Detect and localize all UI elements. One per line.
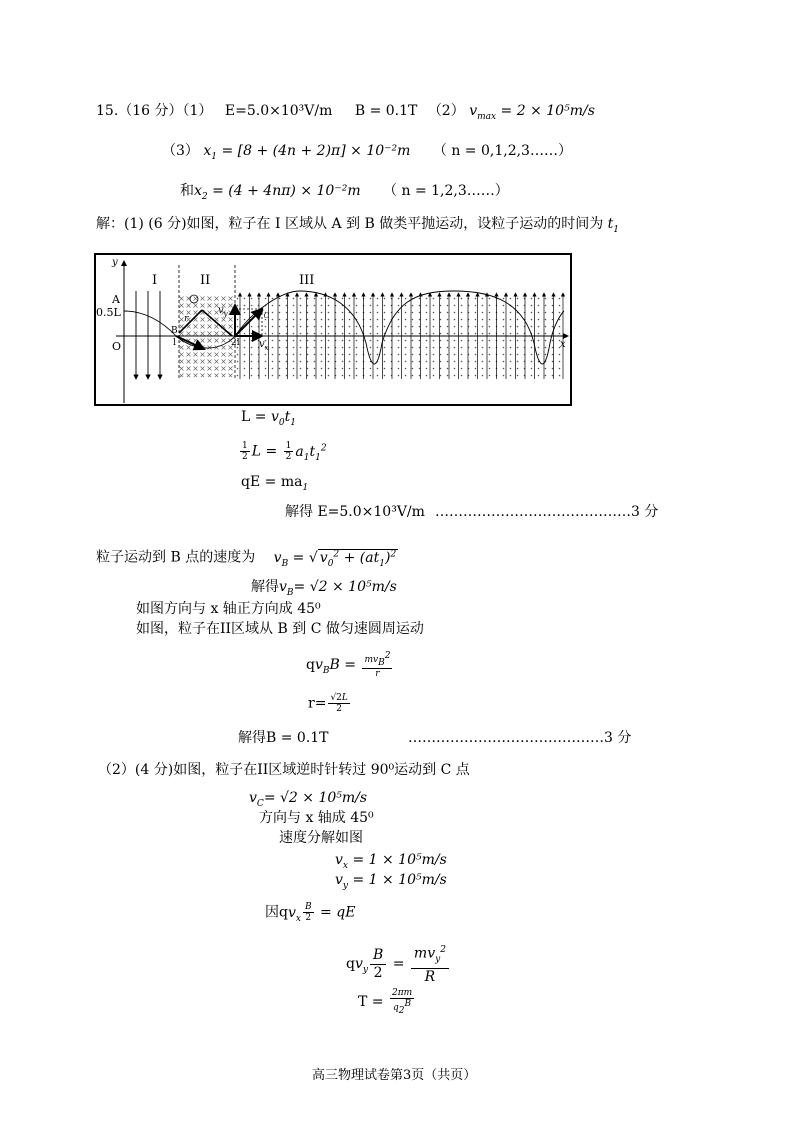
page-footer: 高三物理试卷第3页（共页）: [312, 1068, 477, 1083]
label-vy: $v_y$: [218, 305, 228, 318]
eq-l-v0t1: $L = v_0t_1$: [241, 409, 296, 428]
answer-line-x2: 和$x_2 = (4 + 4n\pi) \times 10^{-2}m$ （ n = 1,2,3……）: [180, 183, 509, 202]
label-2l: 2l: [231, 338, 240, 348]
vb-intro: 粒子运动到 B 点的速度为 $v_B$ = √ $v_0^2 + (at_1)^2$: [96, 549, 397, 569]
solution-intro: 解：(1) (6 分)如图，粒子在 I 区域从 A 到 B 做类平抛运动，设粒子运动的时间为 $t_1$: [96, 216, 620, 235]
answer-b: B = 0.1T: [354, 103, 418, 119]
dir-45: 如图方向与 x 轴正方向成 45⁰: [136, 601, 321, 617]
eq-r: r= $\frac{√2L}{2}$: [308, 693, 348, 714]
answer-x1: [8 + (4n + 2)π] × 10⁻²m: [237, 143, 411, 159]
dir-vc: 方向与 x 轴成 45⁰: [259, 810, 374, 826]
decomp: 速度分解如图: [279, 830, 363, 846]
physics-diagram: [94, 253, 572, 407]
answer-vmax: 2 × 10⁵m/s: [516, 103, 595, 119]
vy-value: $v_y = 1 \times 10^5m/s$: [335, 872, 447, 891]
answer-n-range-2: （ n = 1,2,3……）: [383, 183, 509, 199]
answer-line-1: 15.（16 分）（1） E=5.0×10³V/m B = 0.1T （2） $v_{max} = 2 \times 10^5m/s$: [96, 103, 595, 122]
label-l: l: [173, 338, 176, 348]
answer-part2-label: （2）: [427, 103, 465, 119]
answer-line-x1: （3） $x_1 = [8 + (4n + 2)\pi] \times 10^{-2}m$ （ n = 0,1,2,3……）: [162, 143, 572, 162]
label-region-i: I: [152, 273, 158, 288]
label-vx: $v_x$: [259, 339, 269, 352]
vmax-symbol: $v_{max}$: [469, 103, 497, 122]
circle-intro: 如图，粒子在II区域从 B 到 C 做匀速圆周运动: [136, 621, 424, 637]
question-label: 15.（16 分）（1）: [96, 103, 213, 119]
score-dots-e: ……………………………………3 分: [435, 504, 659, 520]
label-region-iii: III: [299, 273, 315, 288]
vx-value: $v_x = 1 \times 10^5m/s$: [335, 852, 447, 871]
part2-intro: （2）(4 分)如图，粒子在II区域逆时针转过 90⁰运动到 C 点: [98, 762, 470, 778]
answer-e: E=5.0×10³V/m: [224, 103, 333, 119]
vc-value: $v_C= √2 \times 10^5m/s$: [249, 790, 368, 809]
result-b: 解得B = 0.1T: [238, 730, 329, 746]
label-o: O: [112, 340, 122, 353]
eq-qvb: $qv_BB$ = $\frac{mv_B^2}{r}$: [306, 651, 391, 679]
eq-qvy: $qv_y$ $\frac{B}{2}$ = $\frac{mv_y^2}{R}$: [346, 942, 451, 986]
answer-n-range-1: （ n = 0,1,2,3……）: [432, 143, 572, 159]
region-i-field-lines: [136, 291, 160, 379]
eq-period: T = $\frac{2\pi m}{q_2^B}$: [358, 988, 413, 1016]
result-vb: 解得$v_B= √2 \times 10^5m/s$: [251, 579, 397, 598]
result-e: 解得 E=5.0×10³V/m: [285, 504, 425, 520]
answer-part3-label: （3）: [162, 143, 199, 159]
label-x: x: [560, 339, 566, 350]
label-05l: 0.5L: [96, 306, 121, 319]
score-dots-b: ……………………………………3 分: [408, 730, 632, 746]
label-vc: $v_C$: [258, 307, 270, 320]
eq-half-l: $\frac{1}{2}$ L = $\frac{1}{2}$ $a_1t_1^2$: [242, 441, 327, 463]
label-region-ii: II: [200, 273, 211, 288]
label-r: r: [184, 314, 189, 324]
label-y: y: [112, 257, 118, 268]
label-b: B: [171, 326, 178, 336]
he-label: 和: [180, 183, 194, 199]
label-a: A: [112, 293, 120, 306]
eq-qvx: 因$qv_x$ $\frac{B}{2}$ = qE: [265, 902, 356, 924]
eq-qe-ma: qE = $ma_1$: [241, 474, 309, 493]
answer-x2: (4 + 4nπ) × 10⁻²m: [228, 183, 361, 199]
